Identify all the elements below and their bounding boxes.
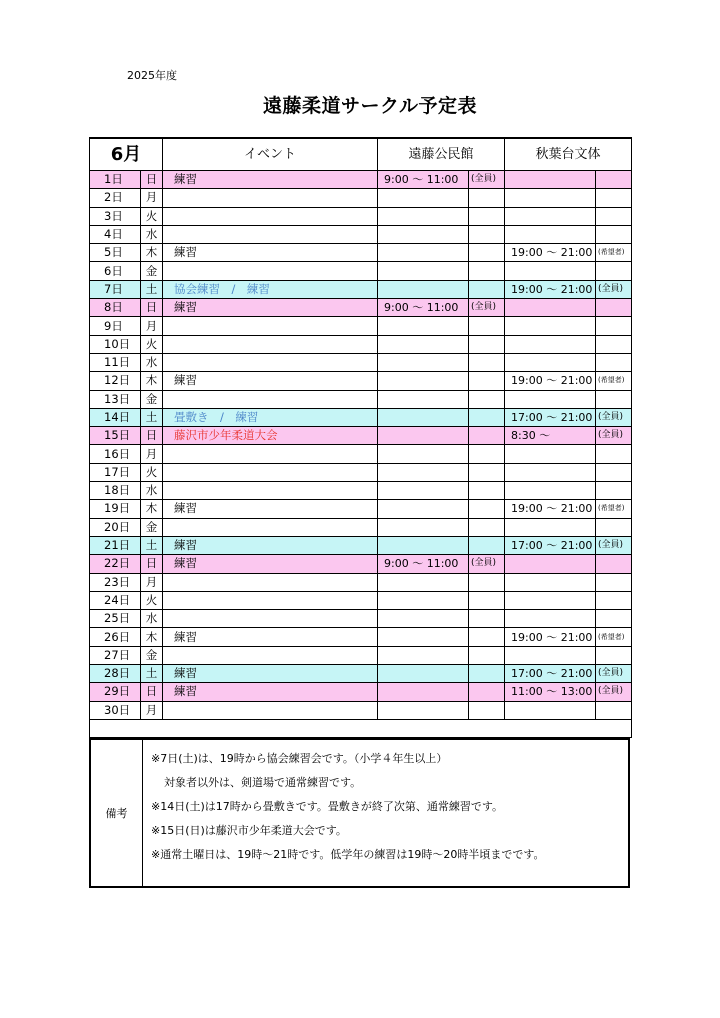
table-row <box>90 262 632 280</box>
venue2-note-cell <box>596 610 632 628</box>
weekday-cell: 月 <box>141 317 163 335</box>
venue2-time-cell: 11:00 ～ 13:00 <box>505 683 596 701</box>
day-cell: 11日 <box>90 353 141 371</box>
venue1-note-cell <box>469 628 505 646</box>
event-cell <box>163 701 378 719</box>
venue2-time-cell <box>505 335 596 353</box>
schedule-table <box>89 137 632 738</box>
venue1-note-cell <box>469 390 505 408</box>
table-row <box>90 610 632 628</box>
day-cell: 10日 <box>90 335 141 353</box>
weekday-cell: 日 <box>141 171 163 189</box>
weekday-cell: 金 <box>141 518 163 536</box>
event-cell <box>163 482 378 500</box>
venue1-time-cell <box>378 463 469 481</box>
venue2-note-cell <box>596 225 632 243</box>
weekday-cell: 日 <box>141 555 163 573</box>
day-cell: 8日 <box>90 299 141 317</box>
weekday-cell: 水 <box>141 225 163 243</box>
venue1-note-cell: (全員) <box>469 299 505 317</box>
day-cell: 29日 <box>90 683 141 701</box>
venue2-note-cell <box>596 317 632 335</box>
venue1-time-cell <box>378 335 469 353</box>
venue2-note-cell: (希望者) <box>596 372 632 390</box>
venue1-time-cell <box>378 701 469 719</box>
event-cell: 練習 <box>163 536 378 554</box>
venue2-note-cell <box>596 555 632 573</box>
weekday-cell: 日 <box>141 683 163 701</box>
weekday-cell: 金 <box>141 262 163 280</box>
venue2-time-cell: 17:00 ～ 21:00 <box>505 408 596 426</box>
weekday-cell: 日 <box>141 427 163 445</box>
venue2-note-cell: (全員) <box>596 427 632 445</box>
event-cell <box>163 189 378 207</box>
venue2-time-cell <box>505 518 596 536</box>
weekday-cell: 火 <box>141 463 163 481</box>
weekday-cell: 土 <box>141 665 163 683</box>
venue2-time-cell <box>505 701 596 719</box>
venue2-note-cell <box>596 262 632 280</box>
venue2-note-cell <box>596 482 632 500</box>
venue1-time-cell <box>378 390 469 408</box>
day-cell: 21日 <box>90 536 141 554</box>
venue2-time-cell <box>505 317 596 335</box>
venue2-time-cell: 17:00 ～ 21:00 <box>505 536 596 554</box>
day-cell: 2日 <box>90 189 141 207</box>
venue2-time-cell <box>505 189 596 207</box>
event-cell: 練習 <box>163 628 378 646</box>
venue2-note-cell: (全員) <box>596 280 632 298</box>
weekday-cell: 火 <box>141 591 163 609</box>
venue1-time-cell <box>378 628 469 646</box>
venue1-time-cell <box>378 427 469 445</box>
day-cell: 12日 <box>90 372 141 390</box>
event-cell <box>163 207 378 225</box>
venue1-note-cell <box>469 353 505 371</box>
venue2-note-cell <box>596 591 632 609</box>
table-row <box>90 372 632 390</box>
table-row <box>90 536 632 554</box>
venue1-note-cell: (全員) <box>469 171 505 189</box>
venue2-note-cell <box>596 573 632 591</box>
venue2-time-cell <box>505 207 596 225</box>
venue1-note-cell <box>469 225 505 243</box>
venue1-note-cell <box>469 591 505 609</box>
venue2-time-cell <box>505 299 596 317</box>
weekday-cell: 木 <box>141 372 163 390</box>
venue2-note-cell <box>596 299 632 317</box>
venue1-time-cell <box>378 280 469 298</box>
event-cell: 練習 <box>163 683 378 701</box>
venue2-time-cell: 19:00 ～ 21:00 <box>505 372 596 390</box>
month-header: 6月 <box>90 138 163 171</box>
event-cell <box>163 317 378 335</box>
day-cell: 28日 <box>90 665 141 683</box>
day-cell: 7日 <box>90 280 141 298</box>
event-cell <box>163 518 378 536</box>
venue1-time-cell <box>378 372 469 390</box>
event-header: イベント <box>163 138 378 171</box>
header-row <box>90 138 632 171</box>
venue2-note-cell <box>596 335 632 353</box>
remarks-lines <box>151 750 544 870</box>
table-row <box>90 665 632 683</box>
table-row <box>90 591 632 609</box>
day-cell: 13日 <box>90 390 141 408</box>
event-cell: 畳敷き / 練習 <box>163 408 378 426</box>
venue1-note-cell <box>469 701 505 719</box>
weekday-cell: 月 <box>141 189 163 207</box>
table-row <box>90 518 632 536</box>
day-cell: 1日 <box>90 171 141 189</box>
event-cell <box>163 353 378 371</box>
venue2-note-cell <box>596 207 632 225</box>
event-cell <box>163 573 378 591</box>
event-cell <box>163 610 378 628</box>
day-cell: 15日 <box>90 427 141 445</box>
venue1-note-cell <box>469 536 505 554</box>
table-row <box>90 225 632 243</box>
venue2-note-cell: (全員) <box>596 683 632 701</box>
venue1-time-cell: 9:00 ～ 11:00 <box>378 171 469 189</box>
venue2-time-cell: 8:30 ～ <box>505 427 596 445</box>
venue2-time-cell: 17:00 ～ 21:00 <box>505 665 596 683</box>
table-row <box>90 646 632 664</box>
venue1-note-cell <box>469 573 505 591</box>
day-cell: 14日 <box>90 408 141 426</box>
event-cell: 練習 <box>163 372 378 390</box>
venue1-time-cell <box>378 244 469 262</box>
table-row <box>90 207 632 225</box>
venue1-time-cell <box>378 408 469 426</box>
venue2-note-cell <box>596 463 632 481</box>
venue1-note-cell <box>469 335 505 353</box>
venue1-note-cell <box>469 317 505 335</box>
day-cell: 9日 <box>90 317 141 335</box>
table-row <box>90 573 632 591</box>
table-row <box>90 482 632 500</box>
venue2-time-cell <box>505 463 596 481</box>
day-cell: 24日 <box>90 591 141 609</box>
venue2-note-cell: (希望者) <box>596 500 632 518</box>
weekday-cell: 月 <box>141 573 163 591</box>
table-row <box>90 445 632 463</box>
venue1-note-cell <box>469 189 505 207</box>
venue2-time-cell: 19:00 ～ 21:00 <box>505 628 596 646</box>
table-row <box>90 701 632 719</box>
table-row <box>90 390 632 408</box>
venue2-note-cell <box>596 518 632 536</box>
event-cell <box>163 225 378 243</box>
day-cell: 23日 <box>90 573 141 591</box>
event-cell: 練習 <box>163 299 378 317</box>
venue2-note-cell <box>596 171 632 189</box>
event-cell: 練習 <box>163 171 378 189</box>
day-cell: 18日 <box>90 482 141 500</box>
venue1-time-cell <box>378 353 469 371</box>
day-cell: 30日 <box>90 701 141 719</box>
venue1-time-cell: 9:00 ～ 11:00 <box>378 555 469 573</box>
weekday-cell: 月 <box>141 701 163 719</box>
blank-cell <box>90 719 632 737</box>
venue1-note-cell <box>469 518 505 536</box>
venue1-note-cell <box>469 427 505 445</box>
weekday-cell: 木 <box>141 500 163 518</box>
weekday-cell: 日 <box>141 299 163 317</box>
venue1-time-cell <box>378 536 469 554</box>
venue2-note-cell <box>596 701 632 719</box>
venue1-note-cell: (全員) <box>469 555 505 573</box>
venue2-time-cell <box>505 390 596 408</box>
remark-line: ※7日(土)は、19時から協会練習会です。（小学４年生以上） <box>151 752 448 765</box>
weekday-cell: 水 <box>141 610 163 628</box>
venue1-time-cell <box>378 482 469 500</box>
event-cell <box>163 463 378 481</box>
venue1-time-cell <box>378 207 469 225</box>
day-cell: 26日 <box>90 628 141 646</box>
venue1-note-cell <box>469 445 505 463</box>
venue2-time-cell <box>505 591 596 609</box>
venue1-time-cell <box>378 225 469 243</box>
table-row <box>90 353 632 371</box>
venue2-time-cell <box>505 171 596 189</box>
year-label: 2025年度 <box>127 69 177 82</box>
remarks-label: 備考 <box>91 740 143 886</box>
venue2-time-cell <box>505 573 596 591</box>
weekday-cell: 土 <box>141 280 163 298</box>
venue2-time-cell: 19:00 ～ 21:00 <box>505 244 596 262</box>
venue1-time-cell <box>378 591 469 609</box>
weekday-cell: 火 <box>141 207 163 225</box>
venue1-note-cell <box>469 262 505 280</box>
table-row <box>90 244 632 262</box>
event-cell <box>163 445 378 463</box>
venue2-time-cell <box>505 353 596 371</box>
weekday-cell: 金 <box>141 646 163 664</box>
venue2-note-cell: (全員) <box>596 536 632 554</box>
venue1-time-cell <box>378 500 469 518</box>
venue1-note-cell <box>469 280 505 298</box>
venue1-note-cell <box>469 683 505 701</box>
weekday-cell: 土 <box>141 408 163 426</box>
day-cell: 3日 <box>90 207 141 225</box>
table-row <box>90 463 632 481</box>
blank-row <box>90 719 632 737</box>
remarks-box <box>89 738 630 888</box>
day-cell: 20日 <box>90 518 141 536</box>
venue1-time-cell: 9:00 ～ 11:00 <box>378 299 469 317</box>
venue1-time-cell <box>378 646 469 664</box>
venue2-time-cell <box>505 482 596 500</box>
venue1-time-cell <box>378 610 469 628</box>
venue1-note-cell <box>469 665 505 683</box>
venue1-time-cell <box>378 189 469 207</box>
weekday-cell: 火 <box>141 335 163 353</box>
venue2-time-cell <box>505 646 596 664</box>
weekday-cell: 木 <box>141 628 163 646</box>
table-row <box>90 317 632 335</box>
event-cell <box>163 646 378 664</box>
event-cell <box>163 335 378 353</box>
remark-line: ※15日(日)は藤沢市少年柔道大会です。 <box>151 824 347 837</box>
venue2-note-cell: (全員) <box>596 665 632 683</box>
venue2-note-cell <box>596 390 632 408</box>
event-cell <box>163 591 378 609</box>
day-cell: 16日 <box>90 445 141 463</box>
remark-line: 対象者以外は、剣道場で通常練習です。 <box>164 776 362 789</box>
day-cell: 4日 <box>90 225 141 243</box>
venue1-note-cell <box>469 463 505 481</box>
table-row <box>90 189 632 207</box>
table-row <box>90 683 632 701</box>
venue1-time-cell <box>378 518 469 536</box>
day-cell: 6日 <box>90 262 141 280</box>
event-cell: 練習 <box>163 500 378 518</box>
venue2-note-cell: (希望者) <box>596 244 632 262</box>
table-row <box>90 628 632 646</box>
weekday-cell: 金 <box>141 390 163 408</box>
venue1-note-cell <box>469 482 505 500</box>
page-title: 遠藤柔道サークル予定表 <box>263 95 477 117</box>
event-cell: 練習 <box>163 244 378 262</box>
venue2-note-cell <box>596 646 632 664</box>
venue1-note-cell <box>469 372 505 390</box>
venue1-note-cell <box>469 207 505 225</box>
event-cell: 練習 <box>163 665 378 683</box>
remark-line: ※14日(土)は17時から畳敷きです。畳敷きが終了次第、通常練習です。 <box>151 800 504 813</box>
event-cell: 練習 <box>163 555 378 573</box>
venue1-time-cell <box>378 262 469 280</box>
table-row <box>90 280 632 298</box>
event-cell <box>163 390 378 408</box>
day-cell: 5日 <box>90 244 141 262</box>
venue2-note-cell: (全員) <box>596 408 632 426</box>
day-cell: 27日 <box>90 646 141 664</box>
weekday-cell: 水 <box>141 353 163 371</box>
venue2-time-cell <box>505 555 596 573</box>
table-row <box>90 171 632 189</box>
venue2-time-cell: 19:00 ～ 21:00 <box>505 280 596 298</box>
day-cell: 25日 <box>90 610 141 628</box>
weekday-cell: 月 <box>141 445 163 463</box>
event-cell <box>163 262 378 280</box>
venue1-time-cell <box>378 317 469 335</box>
venue1-time-cell <box>378 445 469 463</box>
venue1-header: 遠藤公民館 <box>378 138 505 171</box>
event-cell: 協会練習 / 練習 <box>163 280 378 298</box>
venue2-time-cell <box>505 445 596 463</box>
weekday-cell: 土 <box>141 536 163 554</box>
venue2-time-cell <box>505 262 596 280</box>
venue1-time-cell <box>378 665 469 683</box>
table-row <box>90 299 632 317</box>
event-cell: 藤沢市少年柔道大会 <box>163 427 378 445</box>
weekday-cell: 水 <box>141 482 163 500</box>
remark-line: ※通常土曜日は、19時～21時です。低学年の練習は19時～20時半頃までです。 <box>151 848 545 861</box>
venue2-time-cell <box>505 610 596 628</box>
venue2-note-cell <box>596 353 632 371</box>
venue1-note-cell <box>469 500 505 518</box>
venue1-time-cell <box>378 683 469 701</box>
venue1-note-cell <box>469 646 505 664</box>
venue1-note-cell <box>469 408 505 426</box>
venue1-note-cell <box>469 610 505 628</box>
venue2-note-cell: (希望者) <box>596 628 632 646</box>
venue1-note-cell <box>469 244 505 262</box>
day-cell: 19日 <box>90 500 141 518</box>
table-row <box>90 427 632 445</box>
venue2-time-cell <box>505 225 596 243</box>
table-row <box>90 408 632 426</box>
venue2-note-cell <box>596 189 632 207</box>
venue2-header: 秋葉台文体 <box>505 138 632 171</box>
venue1-time-cell <box>378 573 469 591</box>
day-cell: 17日 <box>90 463 141 481</box>
venue2-time-cell: 19:00 ～ 21:00 <box>505 500 596 518</box>
weekday-cell: 木 <box>141 244 163 262</box>
day-cell: 22日 <box>90 555 141 573</box>
table-row <box>90 555 632 573</box>
table-row <box>90 500 632 518</box>
venue2-note-cell <box>596 445 632 463</box>
table-row <box>90 335 632 353</box>
